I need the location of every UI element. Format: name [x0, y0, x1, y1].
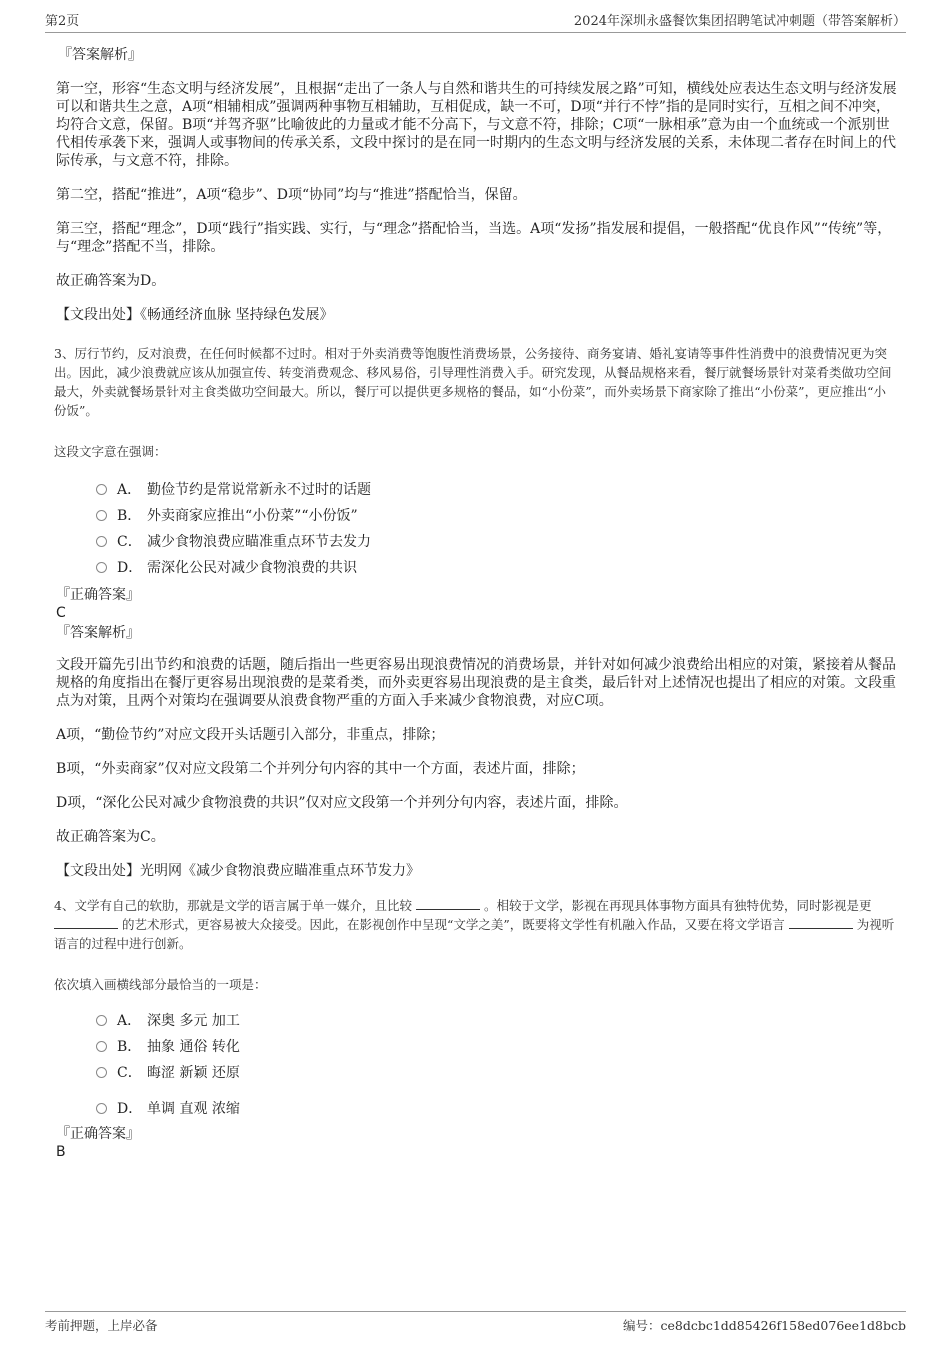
- blank-line: [54, 916, 118, 929]
- page-footer: [45, 1311, 906, 1333]
- analysis-note-a: A项，“勤俭节约”对应文段开头话题引入部分，非重点，排除；: [56, 727, 445, 743]
- blank-line: [416, 897, 480, 910]
- option-a[interactable]: A． 勤俭节约是常说常新永不过时的话题: [96, 476, 898, 502]
- answer-conclusion: 故正确答案为D。: [56, 273, 166, 289]
- radio-icon[interactable]: [96, 1041, 107, 1052]
- correct-answer: B: [56, 1144, 66, 1160]
- option-b[interactable]: B． 外卖商家应推出“小份菜”“小份饭”: [96, 502, 898, 528]
- option-b[interactable]: B． 抽象 通俗 转化: [96, 1033, 898, 1059]
- radio-icon[interactable]: [96, 1067, 107, 1078]
- analysis-note-d: D项，“深化公民对减少食物浪费的共识”仅对应文段第一个并列分句内容，表述片面，排除。: [56, 795, 628, 811]
- page-header: [45, 14, 906, 33]
- radio-icon[interactable]: [96, 1103, 107, 1114]
- analysis-note-b: B项，“外卖商家”仅对应文段第二个并列分句内容的其中一个方面，表述片面，排除；: [56, 761, 585, 777]
- option-a[interactable]: A． 深奥 多元 加工: [96, 1007, 898, 1033]
- option-list: [56, 1007, 898, 1121]
- option-c[interactable]: C． 减少食物浪费应瞄准重点环节去发力: [96, 528, 898, 554]
- blank-line: [789, 916, 853, 929]
- analysis-paragraph: 第三空，搭配“理念”，D项“践行”指实践、实行，与“理念”搭配恰当，当选。A项“发扬”指发展和提倡，一般搭配“优良作风”“传统”等，与“理念”搭配不当，排除。: [56, 221, 892, 255]
- radio-icon[interactable]: [96, 536, 107, 547]
- option-d[interactable]: D． 单调 直观 浓缩: [96, 1095, 898, 1121]
- radio-icon[interactable]: [96, 510, 107, 521]
- document-title: 2024年深圳永盛餐饮集团招聘笔试冲刺题（带答案解析）: [573, 14, 906, 29]
- page-number: 第2页: [45, 14, 80, 29]
- option-list: [56, 476, 898, 580]
- question-prompt: 依次填入画横线部分最恰当的一项是：: [54, 977, 267, 992]
- question-prompt: 这段文字意在强调：: [54, 444, 167, 459]
- option-c[interactable]: C． 晦涩 新颖 还原: [96, 1059, 898, 1085]
- radio-icon[interactable]: [96, 1015, 107, 1026]
- question-stem: 3、厉行节约，反对浪费，在任何时候都不过时。相对于外卖消费等饱腹性消费场景，公务接待、商务宴请、婚礼宴请等事件性消费中的浪费情况更为突出。因此，减少浪费就应该从加强宣传、转变消费观念、移风易俗，引导理性消费入手。研究发现，从餐品规格来看，餐厅就餐场景针对菜肴类做功空间最大，外卖就餐场景针对主食类做功空间最大。所以，餐厅可以提供更多规格的餐品，如“小份菜”，而外卖场景下商家除了推出“小份菜”，更应推出“小份饭”。: [54, 346, 892, 418]
- correct-answer-label: 『正确答案』: [56, 1126, 140, 1142]
- footer-slogan: 考前押题，上岸必备: [45, 1318, 158, 1333]
- answer-conclusion: 故正确答案为C。: [56, 829, 165, 845]
- question-stem: 4、文学有自己的软肋，那就是文学的语言属于单一媒介，且比较 。相较于文学，影视在再现具体事物方面具有独特优势，同时影视是更 的艺术形式，更容易被大众接受。因此，在影视创作中呈现“文学之美”，既要将文学性有机融入作品，又要在将文学语言 为视听语言的过程中进行创新。: [54, 898, 895, 951]
- radio-icon[interactable]: [96, 484, 107, 495]
- correct-answer-label: 『正确答案』: [56, 587, 140, 603]
- analysis-label: 『答案解析』: [58, 47, 142, 63]
- passage-source: 【文段出处】光明网《减少食物浪费应瞄准重点环节发力》: [56, 863, 420, 879]
- analysis-label: 『答案解析』: [56, 625, 140, 641]
- analysis-paragraph: 第一空，形容“生态文明与经济发展”，且根据“走出了一条人与自然和谐共生的可持续发展之路”可知，横线处应表达生态文明与经济发展可以和谐共生之意，A项“相辅相成”强调两种事物互相辅助，互相促成，缺一不可，D项“并行不悖”指的是同时实行，互相之间不冲突，均符合文意，保留。B项“并驾齐驱”比喻彼此的力量或才能不分高下，与文意不符，排除；C项“一脉相承”意为由一个血统或一个派别世代相传承袭下来，强调人或事物间的传承关系，文段中探讨的是在同一时期内的生态文明与经济发展的关系，未体现二者存在时间上的代际传承，与文意不符，排除。: [56, 81, 897, 169]
- passage-source: 【文段出处】《畅通经济血脉 坚持绿色发展》: [56, 307, 334, 323]
- option-d[interactable]: D． 需深化公民对减少食物浪费的共识: [96, 554, 898, 580]
- page-content: [56, 46, 898, 1161]
- analysis-paragraph: 第二空，搭配“推进”，A项“稳步”、D项“协同”均与“推进”搭配恰当，保留。: [56, 187, 527, 203]
- radio-icon[interactable]: [96, 562, 107, 573]
- correct-answer: C: [56, 605, 66, 621]
- document-id: 编号：ce8dcbc1dd85426f158ed076ee1d8bcb: [622, 1318, 906, 1333]
- analysis-paragraph: 文段开篇先引出节约和浪费的话题，随后指出一些更容易出现浪费情况的消费场景，并针对如何减少浪费给出相应的对策，紧接着从餐品规格的角度指出在餐厅更容易出现浪费的是菜肴类，而外卖更容易出现浪费的是主食类，最后针对上述情况也提出了相应的对策。文段重点为对策，且两个对策均在强调要从浪费食物严重的方面入手来减少食物浪费，对应C项。: [56, 657, 896, 709]
